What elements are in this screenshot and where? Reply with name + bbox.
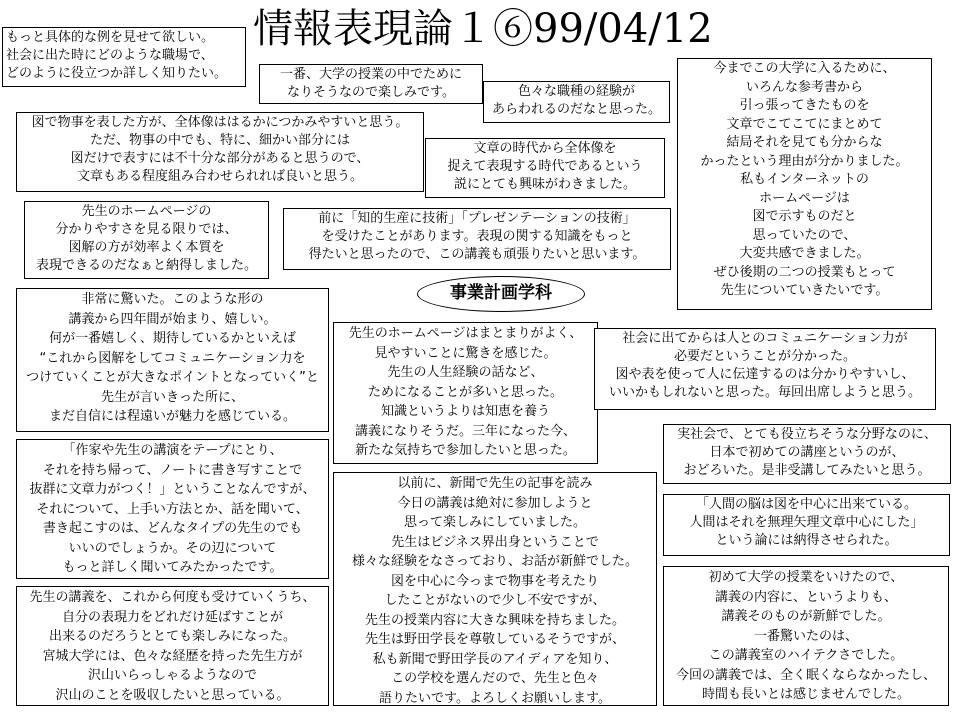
comment-box: 先生の講義を、これから何度も受けていくうち、 自分の表現力をどれだけ延ばすことが 出来るのだろうととても楽しみになった。 宮城大学には、色々な経歴を持った先生方が 沢山いらっしゃるようなので 沢山のことを吸収したいと思っている。 bbox=[16, 586, 329, 706]
comment-box: 「作家や先生の講演をテープにとり、 それを持ち帰って、ノートに書き写すことで 抜群に文章力がつく！」ということなんですが、 それについて、上手い方法とか、話を聞いて、 書き起こすのは、どんなタイプの先生のでも いいのでしょうか。その辺について もっと詳しく聞いてみたかったです。 bbox=[16, 439, 329, 579]
comment-box: 初めて大学の授業をいけたので、 講義の内容に、というよりも、 講義そのものが新鮮でした。 一番驚いたのは、 この講義室のハイテクさでした。 今回の講義では、全く眠くならなかったし、 時間も長いとは感じませんでした。 bbox=[663, 566, 949, 706]
comment-box: 色々な職種の経験が あらわれるのだなと思った。 bbox=[483, 81, 670, 123]
comment-box: 前に「知的生産に技術」「プレゼンテーションの技術」 を受けたことがあります。表現の関する知識をもっと 得たいと思ったので、この講義も頑張りたいと思います。 bbox=[283, 208, 671, 270]
comment-box: 実社会で、とても役立ちそうな分野なのに、 日本で初めての講座というのが、 おどろいた。是非受講してみたいと思う。 bbox=[663, 424, 951, 484]
comment-box: 先生のホームページはまとまりがよく、 見やすいことに驚きを感じた。 先生の人生経験の話など、 ためになることが多いと思った。 知識というよりは知恵を養う 講義になりそうだ。三年になった今、 新たな気持ちで参加したいと思った。 bbox=[333, 322, 598, 464]
department-label: 事業計画学科 bbox=[417, 276, 585, 312]
comment-box: 非常に驚いた。このような形の 講義から四年間が始まり、嬉しい。 何が一番嬉しく、期待しているかといえば “これから図解をしてコミュニケーション力を つけていくことが大きなポイントとなっていく”と 先生が言いきった所に、 まだ自信には程遠いが魅力を感じている。 bbox=[16, 288, 329, 432]
comment-box: 文章の時代から全体像を 捉えて表現する時代であるという 説にとても興味がわきました。 bbox=[425, 138, 665, 198]
comment-box: 「人間の脳は図を中心に出来ている。 人間はそれを無理矢理文章中心にした」 という論には納得させられた。 bbox=[663, 494, 950, 556]
page-title: 情報表現論１⑥99/04/12 bbox=[253, 6, 713, 52]
comment-box: 以前に、新聞で先生の記事を読み 今日の講義は絶対に参加しようと 思って楽しみにしていました。 先生はビジネス界出身ということで 様々な経験をなさっており、お話が新鮮でした。 図を中心に今っまで物事を考えたり したことがないので少し不安ですが、 先生の授業内容に大きな興味を持ちました。 先生は野田学長を尊敬しているそうですが、 私も新聞で野田学長のアイディアを知り、 この学校を選んだので、先生と色々 語りたいです。よろしくお願いします。 bbox=[333, 472, 657, 706]
comment-box: もっと具体的な例を見せて欲しい。 社会に出た時にどのような職場で、 どのように役立つか詳しく知りたい。 bbox=[2, 27, 246, 87]
comment-box: 先生のホームページの 分かりやすさを見る限りでは、 図解の方が効率よく本質を 表現できるのだなぁと納得しました。 bbox=[24, 201, 269, 279]
comment-box: 一番、大学の授業の中でために なりそうなので楽しみです。 bbox=[259, 64, 483, 104]
comment-box: 図で物事を表した方が、全体像ははるかにつかみやすいと思う。 ただ、物事の中でも、特に、細かい部分には 図だけで表すには不十分な部分があると思うので、 文章もある程度組み合わせられれば良いと思う。 bbox=[16, 112, 424, 192]
comment-box: 今までこの大学に入るために、 いろんな参考書から 引っ張ってきたものを 文章でこてこてにまとめて 結局それを見ても分からな かったという理由が分かりました。 私もインターネットの ホームページは 図で示すものだと 思っていたので、 大変共感できました。 ぜひ後期の二つの授業もとって 先生についていきたいです。 bbox=[677, 58, 932, 310]
comment-box: 社会に出てからは人とのコミュニケーション力が 必要だということが分かった。 図や表を使って人に伝達するのは分かりやすいし、 いいかもしれないと思った。毎回出席しようと思う。 bbox=[594, 328, 936, 410]
